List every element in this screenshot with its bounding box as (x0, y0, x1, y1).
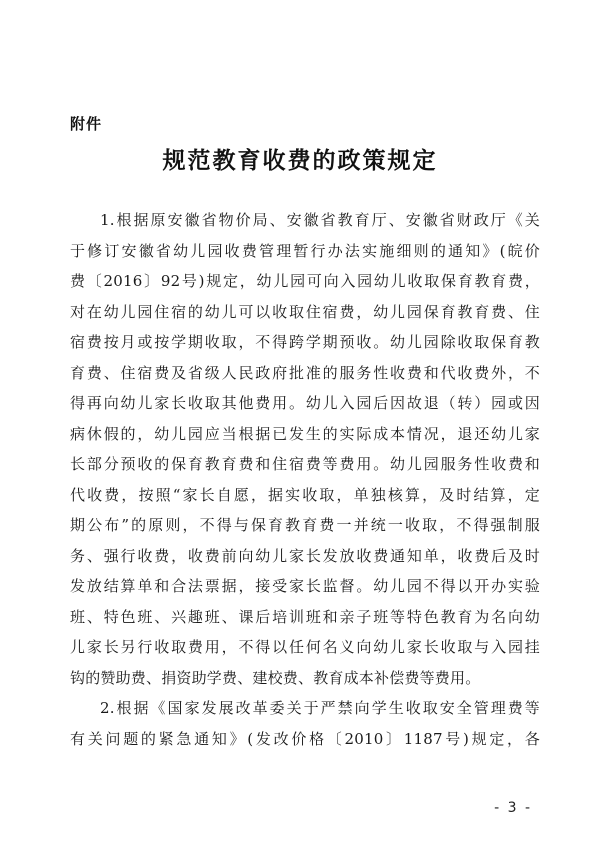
paragraph-line: 代收费，按照“家长自愿，据实收取，单独核算，及时结算，定 (70, 485, 540, 504)
paragraph-line: 期公布”的原则，不得与保育教育费一并统一收取，不得强制服 (70, 516, 540, 534)
paragraph-line: 务、强行收费，收费前向幼儿家长发放收费通知单，收费后及时 (70, 546, 540, 565)
paragraph-line: 于修订安徽省幼儿园收费管理暂行办法实施细则的通知》(皖价 (70, 241, 540, 260)
document-body (70, 205, 540, 754)
paragraph-line: 儿家长另行收取费用，不得以任何名义向幼儿家长收取与入园挂 (70, 638, 540, 656)
document-title: 规范教育收费的政策规定 (162, 147, 438, 174)
paragraph-line: 钩的赞助费、捐资助学费、建校费、教育成本补偿费等费用。 (70, 668, 481, 687)
page-number: - 3 - (494, 800, 532, 816)
paragraph-line: 有关问题的紧急通知》(发改价格〔2010〕1187号)规定，各 (70, 729, 540, 748)
paragraph-line: 宿费按月或按学期收取，不得跨学期预收。幼儿园除收取保育教 (70, 333, 540, 351)
paragraph-line: 2.根据《国家发展改革委关于严禁向学生收取安全管理费等 (100, 699, 540, 717)
paragraph-line: 费〔2016〕92号)规定，幼儿园可向入园幼儿收取保育教育费， (70, 272, 540, 290)
paragraph-line: 班、特色班、兴趣班、课后培训班和亲子班等特色教育为名向幼 (70, 607, 540, 626)
attachment-label: 附件 (70, 115, 103, 133)
paragraph-line: 得再向幼儿家长收取其他费用。幼儿入园后因故退（转）园或因 (70, 394, 540, 412)
paragraph-line: 对在幼儿园住宿的幼儿可以收取住宿费，幼儿园保育教育费、住 (70, 302, 540, 321)
paragraph-line: 育费、住宿费及省级人民政府批准的服务性收费和代收费外，不 (70, 363, 540, 382)
paragraph-line: 病休假的，幼儿园应当根据已发生的实际成本情况，退还幼儿家 (70, 424, 540, 443)
paragraph-line: 长部分预收的保育教育费和住宿费等费用。幼儿园服务性收费和 (70, 455, 540, 473)
paragraph-line: 发放结算单和合法票据，接受家长监督。幼儿园不得以开办实验 (70, 577, 540, 595)
paragraph-line: 1.根据原安徽省物价局、安徽省教育厅、安徽省财政厅《关 (100, 211, 540, 229)
